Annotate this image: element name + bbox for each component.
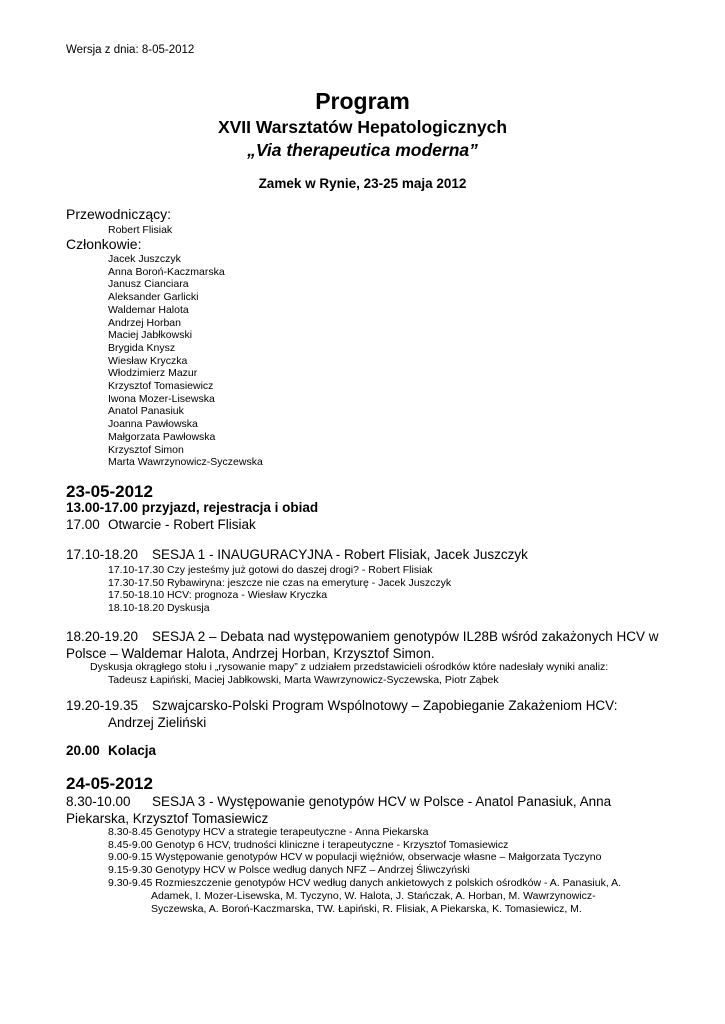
talk-item: 8.30-8.45 Genotypy HCV a strategie terapeutyczne - Anna Piekarska: [108, 826, 429, 838]
session1-talks: [108, 564, 451, 615]
member-name: Krzysztof Simon: [108, 443, 184, 456]
opening-time: 17.00: [66, 517, 100, 532]
authors-line: Syczewska, A. Boroń-Kaczmarska, TW. Łapiński, R. Flisiak, A Piekarska, K. Tomasiewicz, M.: [151, 902, 582, 915]
swiss-program: [66, 698, 666, 731]
session2-title-line2: Polsce – Waldemar Halota, Andrzej Horban, Krzysztof Simon.: [66, 645, 435, 661]
member-name: Andrzej Horban: [108, 316, 181, 329]
session3-title-line1: SESJA 3 - Występowanie genotypów HCV w Polsce - Anatol Panasiuk, Anna: [152, 794, 612, 809]
session2-note-line1: Dyskusja okrągłego stołu i „rysowanie mapy” z udziałem przedstawicieli ośrodków które nadesłały wyniki analiz:: [90, 661, 609, 673]
authors-line: Adamek, I. Mozer-Lisewska, M. Tyczyno, W. Halota, J. Stańczak, A. Horban, M. Wawrzynowicz-: [151, 890, 596, 902]
swiss-speaker: Andrzej Zieliński: [108, 714, 207, 730]
members-label: Członkowie:: [66, 236, 142, 252]
dinner-time: 20.00: [66, 743, 100, 758]
talk-item: 9.15-9.30 Genotypy HCV w Polsce według danych NFZ – Andrzej Śliwczyński: [108, 864, 470, 877]
member-name: Maciej Jabłkowski: [108, 329, 193, 342]
day1-opening: [66, 517, 256, 532]
member-name: Krzysztof Tomasiewicz: [108, 380, 214, 393]
talk-item: 17.10-17.30 Czy jesteśmy już gotowi do daszej drogi? - Robert Flisiak: [108, 564, 433, 576]
member-name: Brygida Knysz: [108, 341, 176, 354]
session3-time: 8.30-10.00: [66, 794, 131, 809]
member-name: Aleksander Garlicki: [108, 291, 199, 304]
session2-title-line1: SESJA 2 – Debata nad występowaniem genotypów IL28B wśród zakażonych HCV w: [152, 629, 659, 644]
member-name: Anatol Panasiuk: [108, 405, 184, 418]
session3-talks: [108, 826, 621, 890]
talk-item: 8.45-9.00 Genotyp 6 HCV, trudności kliniczne i terapeutyczne - Krzysztof Tomasiewicz: [108, 838, 509, 851]
session1-heading: [66, 547, 528, 562]
session2-time: 18.20-19.20: [66, 629, 139, 644]
day1-arrival: 13.00-17.00 przyjazd, rejestracja i obiad: [66, 500, 319, 515]
member-name: Jacek Juszczyk: [108, 253, 181, 265]
swiss-title: Szwajcarsko-Polski Program Wspólnotowy – Zapobieganie Zakażeniom HCV:: [152, 698, 618, 713]
day1-date: 23-05-2012: [66, 482, 153, 501]
dinner-text: Kolacja: [108, 743, 157, 758]
version-date: Wersja z dnia: 8-05-2012: [66, 44, 195, 56]
session3-title-line2: Piekarska, Krzysztof Tomasiewicz: [66, 810, 269, 826]
member-name: Iwona Mozer-Lisewska: [108, 392, 215, 405]
event-name: XVII Warsztatów Hepatologicznych: [217, 117, 508, 137]
opening-text: Otwarcie - Robert Flisiak: [108, 517, 256, 532]
member-name: Waldemar Halota: [108, 303, 189, 316]
event-motto: „Via therapeutica moderna”: [247, 140, 478, 160]
members-list: [108, 253, 263, 469]
chair-name: [108, 224, 172, 237]
member-name: Anna Boroń-Kaczmarska: [108, 265, 225, 278]
chair-person: Robert Flisiak: [108, 224, 173, 236]
member-name: Wiesław Kryczka: [108, 354, 188, 367]
talk-item: 9.30-9.45 Rozmieszczenie genotypów HCV według danych ankietowych z polskich ośrodków - A. Panasiuk, A.: [108, 876, 622, 889]
talk-item: 18.10-18.20 Dyskusja: [108, 602, 210, 615]
session1-title: SESJA 1 - INAUGURACYJNA - Robert Flisiak, Jacek Juszczyk: [152, 547, 528, 562]
member-name: Joanna Pawłowska: [108, 418, 198, 431]
chair-label: Przewodniczący:: [66, 206, 172, 222]
member-name: Janusz Cianciara: [108, 278, 189, 291]
session3-heading: [66, 794, 666, 827]
event-venue: Zamek w Rynie, 23-25 maja 2012: [258, 176, 467, 191]
talk-item: 17.30-17.50 Rybawiryna: jeszcze nie czas na emeryturę - Jacek Juszczyk: [108, 576, 452, 589]
swiss-time: 19.20-19.35: [66, 698, 139, 713]
talk-item: 9.00-9.15 Występowanie genotypów HCV w populacji więźniów, obserwacje własne – Małgorzata Tyczyno: [108, 851, 602, 864]
session2-note-line2: Tadeusz Łapiński, Maciej Jabłkowski, Marta Wawrzynowicz-Syczewska, Piotr Ząbek: [108, 673, 499, 686]
session2-heading: [66, 629, 666, 662]
dinner: [66, 743, 156, 758]
session1-time: 17.10-18.20: [66, 547, 139, 562]
session3-last-talk-authors: [151, 890, 596, 915]
page-title: Program: [315, 88, 410, 114]
member-name: Małgorzata Pawłowska: [108, 430, 216, 443]
session2-note: [90, 661, 608, 686]
member-name: Marta Wawrzynowicz-Syczewska: [108, 456, 263, 469]
member-name: Włodzimierz Mazur: [108, 367, 198, 380]
talk-item: 17.50-18.10 HCV: prognoza - Wiesław Kryczka: [108, 589, 328, 602]
day2-date: 24-05-2012: [66, 774, 153, 793]
